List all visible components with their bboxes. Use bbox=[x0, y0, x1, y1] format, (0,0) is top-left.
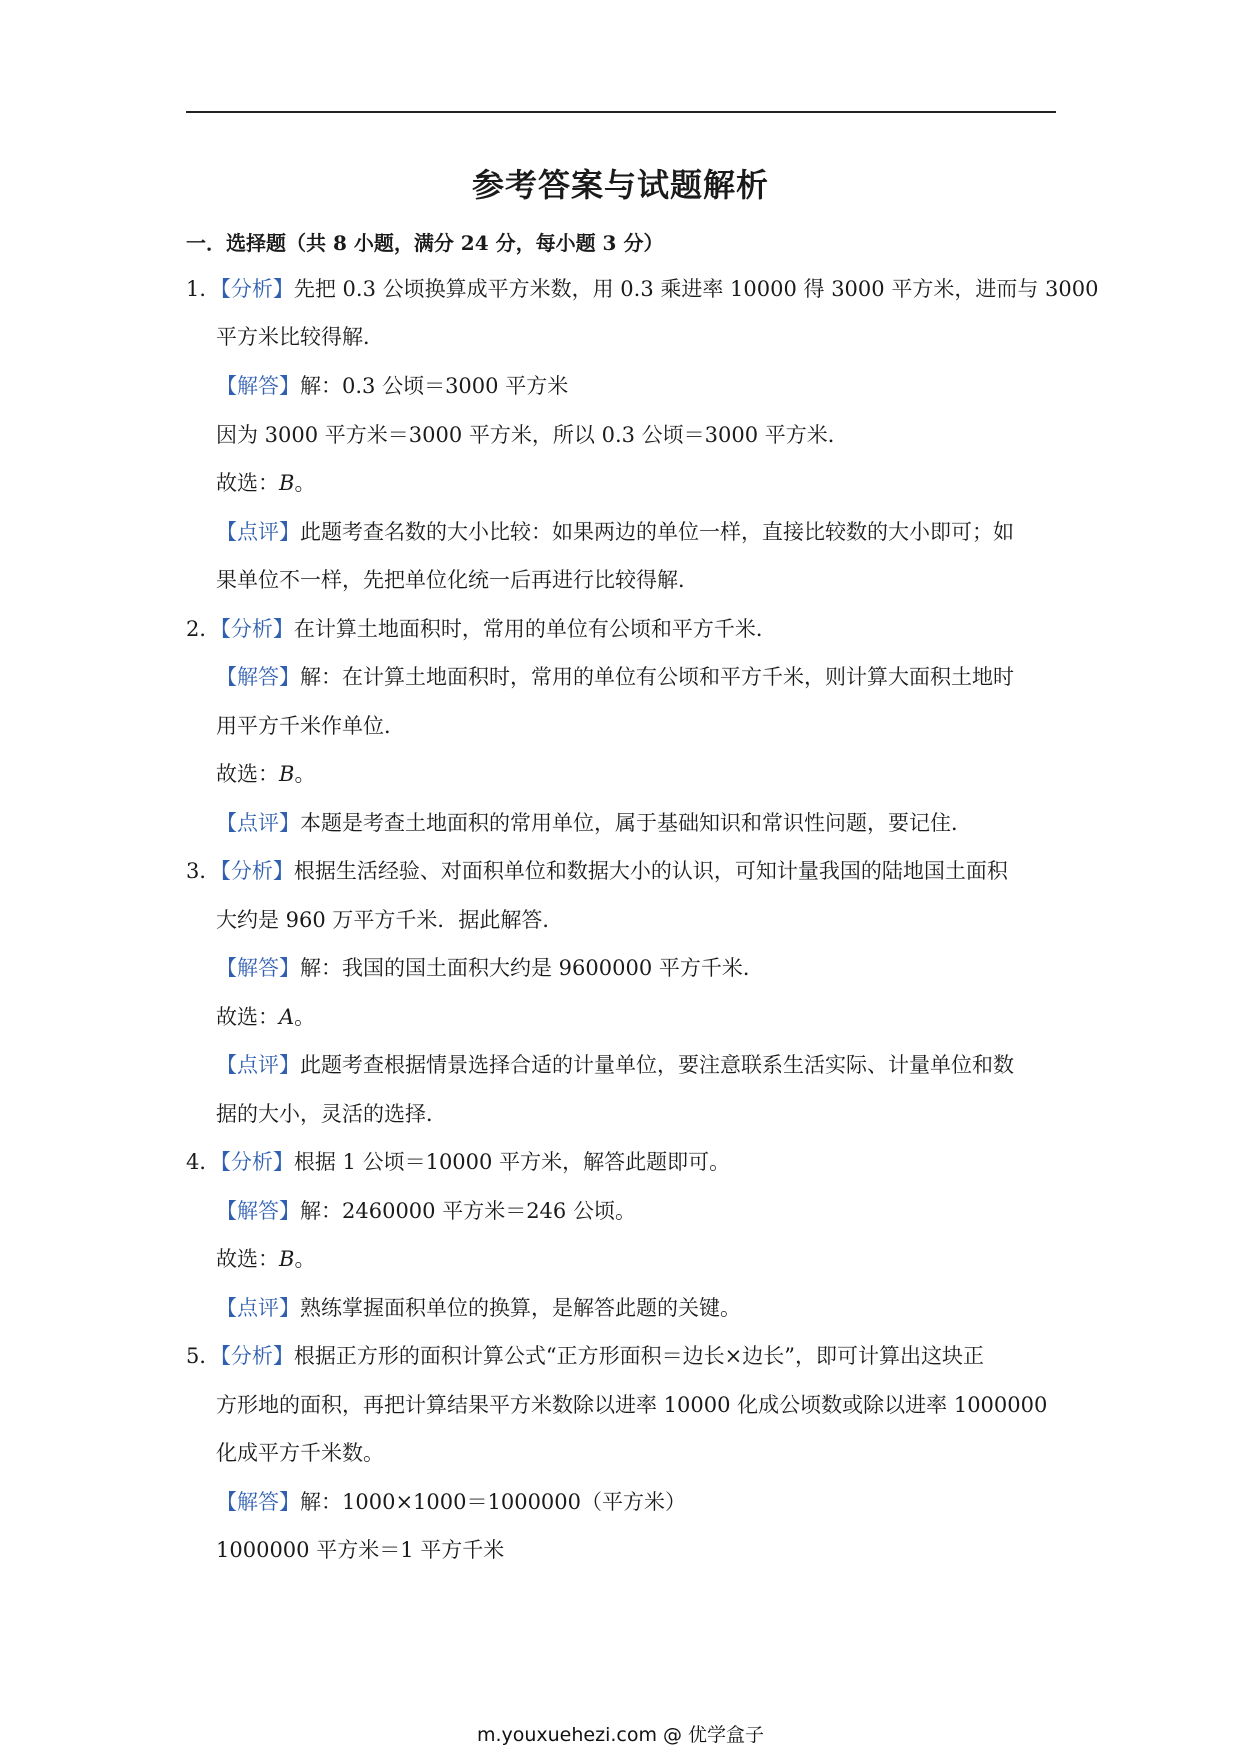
choose-suffix: 。 bbox=[294, 1247, 316, 1271]
answer-tag: 【解答】 bbox=[216, 665, 300, 689]
footer-watermark: m.youxuehezi.com @ 优学盒子 bbox=[476, 1724, 765, 1746]
analysis-tag: 【分析】 bbox=[220, 1150, 294, 1174]
comment-tag: 【点评】 bbox=[216, 1296, 300, 1320]
analysis-tag: 【分析】 bbox=[220, 1344, 294, 1368]
answer-tag: 【解答】 bbox=[216, 956, 300, 980]
q5-analysis-text: 根据正方形的面积计算公式“正方形面积＝边长×边长”，即可计算出这块正 bbox=[293, 1344, 984, 1368]
analysis-tag: 【分析】 bbox=[220, 859, 294, 883]
q2-choice bbox=[216, 760, 315, 788]
choose-prefix: 故选： bbox=[216, 471, 279, 495]
comment-tag: 【点评】 bbox=[216, 520, 300, 544]
q3-number: 3． bbox=[186, 859, 221, 883]
q2-choice-letter: B bbox=[279, 762, 295, 786]
q4-analysis bbox=[186, 1148, 730, 1176]
q1-answer-text: 解：0.3 公顷＝3000 平方米 bbox=[300, 374, 569, 398]
q3-choice bbox=[216, 1003, 315, 1031]
q4-choice bbox=[216, 1245, 315, 1273]
analysis-tag: 【分析】 bbox=[220, 277, 294, 301]
q4-comment bbox=[216, 1294, 741, 1322]
q1-number: 1． bbox=[186, 277, 221, 301]
choose-prefix: 故选： bbox=[216, 1247, 279, 1271]
q2-analysis-text: 在计算土地面积时，常用的单位有公顷和平方千米． bbox=[293, 617, 777, 641]
q3-comment-line2: 据的大小，灵活的选择． bbox=[216, 1102, 447, 1126]
q1-comment-line2: 果单位不一样，先把单位化统一后再进行比较得解． bbox=[216, 568, 699, 592]
q3-answer bbox=[216, 954, 764, 982]
q4-answer-text: 解：2460000 平方米＝246 公顷。 bbox=[300, 1199, 636, 1223]
q1-comment-line1 bbox=[216, 518, 1014, 546]
q1-analysis-text: 先把 0.3 公顷换算成平方米数，用 0.3 乘进率 10000 得 3000 平方米，进而与 3000 bbox=[293, 277, 1099, 301]
q1-analysis-line2: 平方米比较得解． bbox=[216, 325, 384, 349]
q2-answer-text: 解：在计算土地面积时，常用的单位有公顷和平方千米，则计算大面积土地时 bbox=[300, 665, 1014, 689]
q2-number: 2． bbox=[186, 617, 221, 641]
q1-answer bbox=[216, 372, 568, 400]
q2-answer-line2: 用平方千米作单位． bbox=[216, 714, 405, 738]
q5-analysis-line1 bbox=[186, 1342, 984, 1370]
q1-choice-letter: B bbox=[279, 471, 295, 495]
choose-prefix: 故选： bbox=[216, 762, 279, 786]
q4-comment-text: 熟练掌握面积单位的换算，是解答此题的关键。 bbox=[300, 1296, 741, 1320]
header-rule bbox=[186, 111, 1056, 113]
choose-suffix: 。 bbox=[294, 471, 316, 495]
q3-analysis-line1 bbox=[186, 857, 1008, 885]
choose-prefix: 故选： bbox=[216, 1005, 279, 1029]
q2-comment bbox=[216, 809, 972, 837]
q4-analysis-text: 根据 1 公顷＝10000 平方米，解答此题即可。 bbox=[293, 1150, 731, 1174]
q5-analysis-line2: 方形地的面积，再把计算结果平方米数除以进率 10000 化成公顷数或除以进率 1000000 bbox=[216, 1393, 1048, 1417]
q3-analysis-line2: 大约是 960 万平方千米．据此解答． bbox=[216, 908, 564, 932]
comment-tag: 【点评】 bbox=[216, 811, 300, 835]
choose-suffix: 。 bbox=[294, 1005, 316, 1029]
q5-answer-line2: 1000000 平方米＝1 平方千米 bbox=[216, 1538, 505, 1562]
q4-number: 4． bbox=[186, 1150, 221, 1174]
q3-answer-text: 解：我国的国土面积大约是 9600000 平方千米． bbox=[300, 956, 764, 980]
q5-number: 5． bbox=[186, 1344, 221, 1368]
q4-choice-letter: B bbox=[279, 1247, 295, 1271]
comment-tag: 【点评】 bbox=[216, 1053, 300, 1077]
answer-tag: 【解答】 bbox=[216, 374, 300, 398]
q3-choice-letter: A bbox=[279, 1005, 295, 1029]
q4-answer bbox=[216, 1197, 636, 1225]
choose-suffix: 。 bbox=[294, 762, 316, 786]
q2-analysis bbox=[186, 615, 777, 643]
q3-comment-text: 此题考查根据情景选择合适的计量单位，要注意联系生活实际、计量单位和数 bbox=[300, 1053, 1014, 1077]
q3-analysis-text: 根据生活经验、对面积单位和数据大小的认识，可知计量我国的陆地国土面积 bbox=[293, 859, 1008, 883]
q1-comment-text: 此题考查名数的大小比较：如果两边的单位一样，直接比较数的大小即可；如 bbox=[300, 520, 1014, 544]
q2-comment-text: 本题是考查土地面积的常用单位，属于基础知识和常识性问题，要记住． bbox=[300, 811, 972, 835]
section-heading: 一．选择题（共 8 小题，满分 24 分，每小题 3 分） bbox=[186, 231, 664, 255]
answer-tag: 【解答】 bbox=[216, 1490, 300, 1514]
q5-answer bbox=[216, 1488, 686, 1516]
q1-choice bbox=[216, 469, 315, 497]
q3-comment-line1 bbox=[216, 1051, 1014, 1079]
q2-answer-line1 bbox=[216, 663, 1014, 691]
analysis-tag: 【分析】 bbox=[220, 617, 294, 641]
q1-answer-line2: 因为 3000 平方米＝3000 平方米，所以 0.3 公顷＝3000 平方米． bbox=[216, 423, 849, 447]
answer-tag: 【解答】 bbox=[216, 1199, 300, 1223]
q1-analysis-line1 bbox=[186, 275, 1098, 303]
q5-answer-text: 解：1000×1000＝1000000（平方米） bbox=[300, 1490, 687, 1514]
page-title: 参考答案与试题解析 bbox=[471, 166, 769, 204]
q5-analysis-line3: 化成平方千米数。 bbox=[216, 1441, 384, 1465]
